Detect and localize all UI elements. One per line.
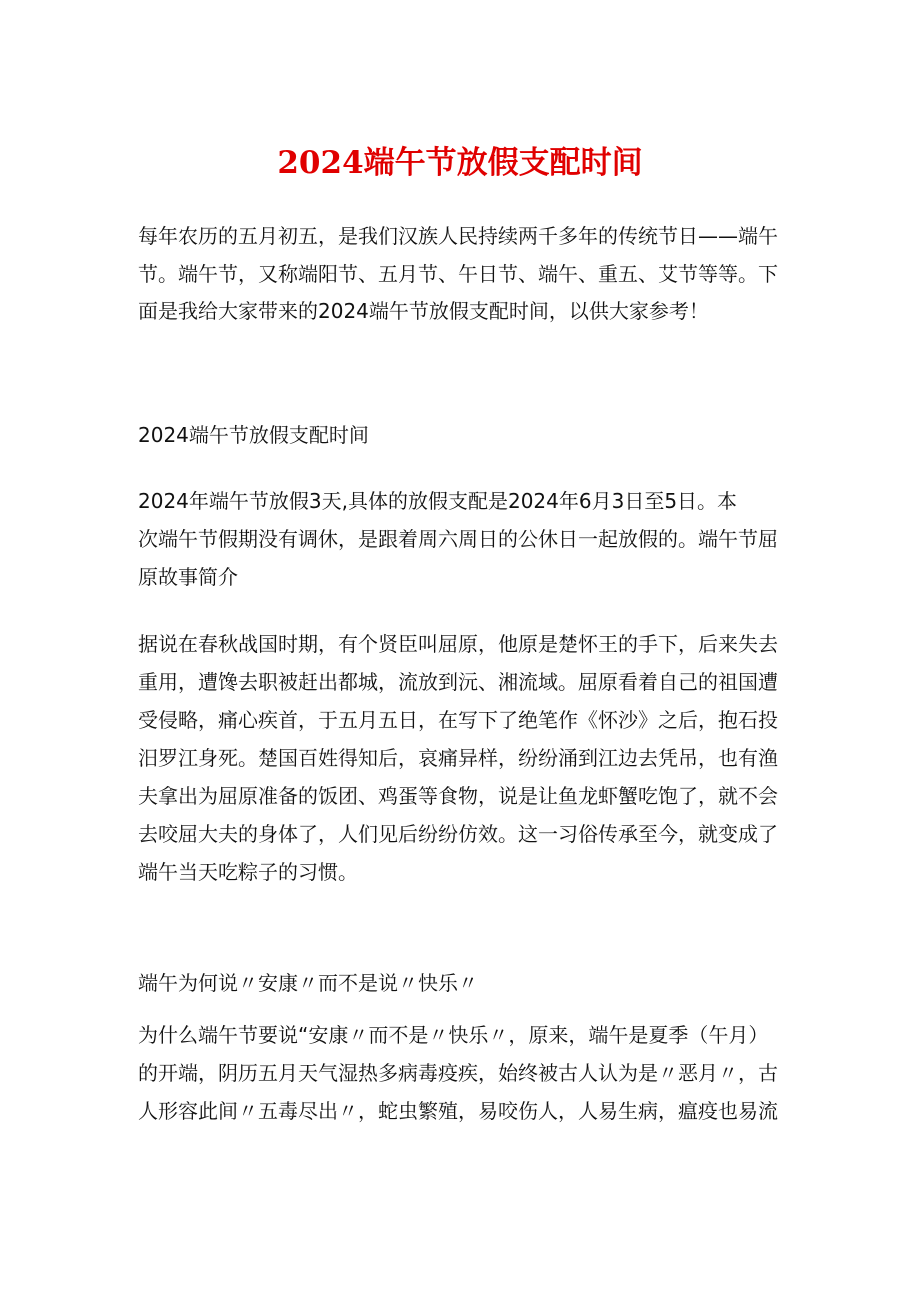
schedule-line: 2024年端午节放假3天,具体的放假支配是2024年6月3日至5日。本 <box>138 489 738 513</box>
explanation-line: 人形容此间〃五毒尽出〃，蛇虫繁殖，易咬伤人，人易生病，瘟疫也易流 <box>138 1099 778 1123</box>
schedule-paragraph <box>138 482 786 596</box>
schedule-line: 原故事简介 <box>138 565 238 589</box>
story-line: 汨罗江身死。楚国百姓得知后，哀痛异样，纷纷涌到江边去凭吊，也有渔 <box>138 746 778 770</box>
schedule-line: 次端午节假期没有调休，是跟着周六周日的公休日一起放假的。端午节屈 <box>138 527 778 551</box>
subheading: 端午为何说〃安康〃而不是说〃快乐〃 <box>138 971 478 995</box>
story-line: 端午当天吃粽子的习惯。 <box>138 860 358 884</box>
story-line: 据说在春秋战国时期，有个贤臣叫屈原，他原是楚怀王的手下，后来失去 <box>138 632 778 656</box>
explanation-line: 的开端，阴历五月天气湿热多病毒疫疾，始终被古人认为是〃恶月〃，古 <box>138 1061 778 1085</box>
story-line: 去咬屈大夫的身体了，人们见后纷纷仿效。这一习俗传承至今，就变成了 <box>138 822 778 846</box>
intro-line: 面是我给大家带来的2024端午节放假支配时间，以供大家参考！ <box>138 299 709 323</box>
section-heading: 2024端午节放假支配时间 <box>138 423 369 447</box>
explanation-paragraph <box>138 1016 786 1130</box>
story-paragraph <box>138 625 786 891</box>
story-line: 夫拿出为屈原准备的饭团、鸡蛋等食物，说是让鱼龙虾蟹吃饱了，就不会 <box>138 784 778 808</box>
explanation-line: 为什么端午节要说“安康〃而不是〃快乐〃，原来，端午是夏季（午月） <box>138 1023 769 1047</box>
story-line: 受侵略，痛心疾首，于五月五日，在写下了绝笔作《怀沙》之后，抱石投 <box>138 708 778 732</box>
document-title: 2024端午节放假支配时间 <box>277 145 643 181</box>
intro-paragraph <box>138 218 786 331</box>
story-line: 重用，遭馋去职被赶出都城，流放到沅、湘流域。屈原看着自己的祖国遭 <box>138 670 778 694</box>
intro-line: 每年农历的五月初五，是我们汉族人民持续两千多年的传统节日——端午 <box>138 224 778 248</box>
intro-line: 节。端午节，又称端阳节、五月节、午日节、端午、重五、艾节等等。下 <box>138 261 778 286</box>
